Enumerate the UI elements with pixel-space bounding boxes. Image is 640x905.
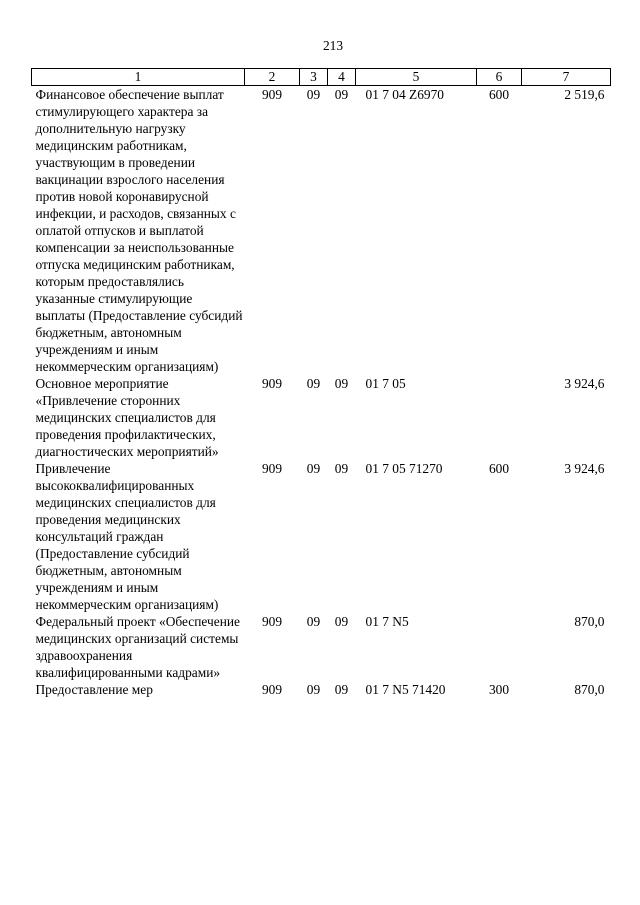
row-ministry-code: 909	[261, 376, 283, 391]
row-target-article: 01 7 N5	[365, 614, 409, 629]
row-subsection: 09	[334, 682, 349, 697]
row-expense-type: 300	[488, 682, 510, 697]
row-target-article: 01 7 04 Z6970	[365, 87, 444, 102]
table-row	[32, 460, 611, 613]
row-subsection: 09	[334, 376, 349, 391]
row-subsection: 09	[334, 461, 349, 476]
row-expense-type: 600	[488, 461, 510, 476]
row-ministry-code: 909	[261, 461, 283, 476]
row-name: Финансовое обеспечение выплат стимулирующего характера за дополнительную нагрузку медицинским работникам, участвующим в проведении вакцинации взрослого населения против новой коронавирусной инфекции, и расходов, связанных с оплатой отпусков и выплатой компенсации за неиспользованные отпуска медицинским работникам, которым предоставлялись указанные стимулирующие выплаты (Предоставление субсидий бюджетным, автономным учреждениям и иным некоммерческим организациям)	[35, 87, 243, 374]
header-cell-5: 5	[356, 69, 477, 86]
row-ministry-code: 909	[261, 87, 283, 102]
budget-table	[31, 68, 611, 698]
row-name: Федеральный проект «Обеспечение медицинских организаций системы здравоохранения квалифицированными кадрами»	[35, 614, 240, 680]
header-cell-6: 6	[477, 69, 522, 86]
header-cell-2: 2	[245, 69, 300, 86]
row-target-article: 01 7 N5 71420	[365, 682, 446, 697]
table-row	[32, 86, 611, 376]
row-amount: 3 924,6	[564, 376, 605, 391]
row-target-article: 01 7 05	[365, 376, 406, 391]
row-section: 09	[306, 682, 321, 697]
row-name: Предоставление мер	[35, 682, 153, 697]
row-expense-type	[477, 613, 522, 681]
row-amount: 2 519,6	[564, 87, 605, 102]
row-subsection: 09	[334, 87, 349, 102]
table-row	[32, 375, 611, 460]
row-amount: 870,0	[574, 614, 605, 629]
page-number: 213	[322, 38, 344, 53]
row-section: 09	[306, 376, 321, 391]
table-header	[32, 69, 611, 86]
header-cell-7: 7	[522, 69, 611, 86]
row-ministry-code: 909	[261, 614, 283, 629]
row-section: 09	[306, 87, 321, 102]
table-row	[32, 681, 611, 698]
header-cell-1: 1	[32, 69, 245, 86]
row-section: 09	[306, 461, 321, 476]
row-target-article: 01 7 05 71270	[365, 461, 443, 476]
table-body	[32, 86, 611, 699]
table-row	[32, 613, 611, 681]
row-section: 09	[306, 614, 321, 629]
header-cell-4: 4	[328, 69, 356, 86]
row-subsection: 09	[334, 614, 349, 629]
row-ministry-code: 909	[261, 682, 283, 697]
header-row	[32, 69, 611, 86]
row-amount: 3 924,6	[564, 461, 605, 476]
header-cell-3: 3	[300, 69, 328, 86]
row-name: Привлечение высококвалифицированных медицинских специалистов для проведения медицинских консультаций граждан (Предоставление субсидий бюджетным, автономным учреждениям и иным некоммерческим организациям)	[35, 461, 219, 612]
row-amount: 870,0	[574, 682, 605, 697]
row-expense-type: 600	[488, 87, 510, 102]
row-expense-type	[477, 375, 522, 460]
row-name: Основное мероприятие «Привлечение сторонних медицинских специалистов для проведения профилактических, диагностических мероприятий»	[35, 376, 219, 459]
